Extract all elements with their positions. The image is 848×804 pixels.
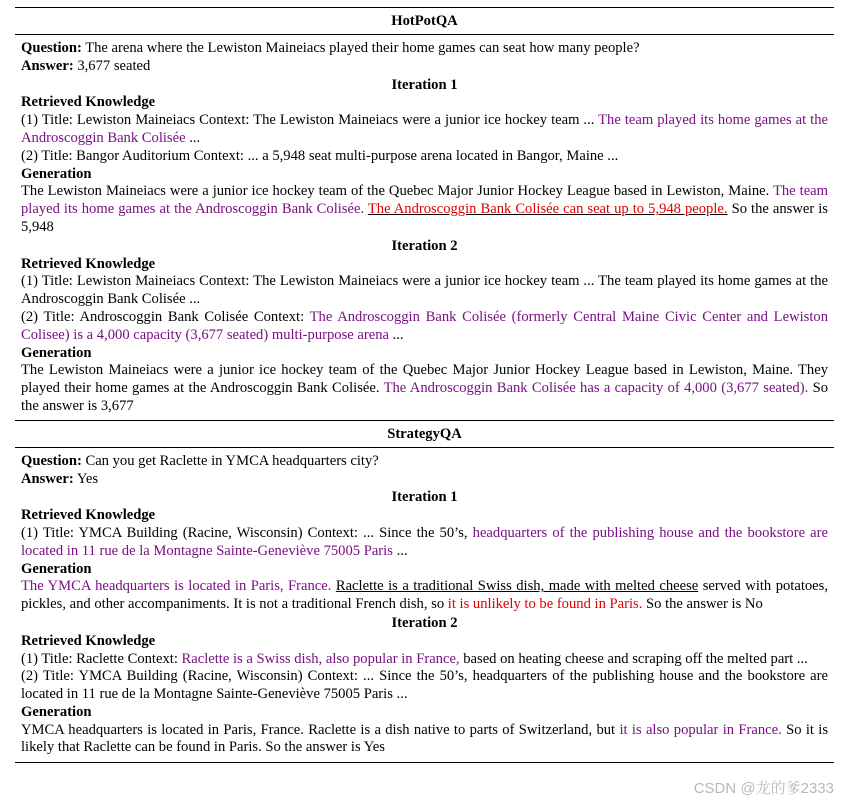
retrieved-item: (2) Title: YMCA Building (Racine, Wisconsin) Context: ... Since the 50’s, headquarters of the publishing house and the bookstore are located in 11 rue de la Montagne Sainte-Geneviève 75005 Paris ... — [21, 668, 828, 703]
question-text: The arena where the Lewiston Maineiacs played their home games can seat how many people? — [85, 40, 640, 56]
retrieved-text: ... — [396, 542, 408, 559]
section-title-strategyqa: StrategyQA — [387, 425, 462, 442]
generation-answer: So the answer is 3,677 — [21, 380, 829, 414]
highlight-purple: it is also popular in France. — [619, 721, 782, 738]
generation-heading: Generation — [21, 165, 92, 182]
retrieved-item — [21, 112, 828, 148]
retrieved-knowledge-heading: Retrieved Knowledge — [21, 255, 156, 272]
generation-heading: Generation — [21, 344, 92, 361]
generation-answer: So the answer is No — [646, 596, 763, 613]
hotpotqa-block — [15, 35, 834, 419]
generation-answer: So it is likely that Raclette can be found in Paris. So the answer is Yes — [21, 721, 829, 756]
highlight-purple: headquarters of the publishing house and the bookstore are located in 11 rue de la Montagne Sainte-Geneviève 75005 Paris — [21, 524, 828, 559]
retrieved-text: (1) Title: Raclette Context: — [21, 650, 178, 667]
generation-plain: The Lewiston Maineiacs were a junior ice hockey team of the Quebec Major Junior Hockey League based in Lewiston, Maine. — [21, 183, 770, 200]
highlight-purple: The team played its home games at the Androscoggin Bank Colisée. — [21, 183, 828, 218]
answer-line — [21, 58, 828, 76]
question-line — [21, 40, 828, 58]
retrieved-text: (2) Title: Androscoggin Bank Colisée Context: — [21, 308, 305, 325]
answer-text: 3,677 seated — [77, 57, 151, 74]
section-title-hotpotqa: HotPotQA — [391, 13, 458, 29]
iteration-title: Iteration 2 — [391, 237, 458, 254]
highlight-purple: The YMCA headquarters is located in Paris, France. — [21, 578, 332, 595]
retrieved-item: (2) Title: Bangor Auditorium Context: ... a 5,948 seat multi-purpose arena located in Bangor, Maine ... — [21, 147, 619, 164]
retrieved-item — [21, 309, 828, 345]
watermark: CSDN @龙的爹2333 — [693, 780, 834, 797]
highlight-purple: The team played its home games at the Androscoggin Bank Colisée — [21, 112, 829, 146]
iteration-title: Iteration 1 — [391, 489, 458, 506]
retrieved-text: ... — [392, 326, 404, 343]
generation-text — [21, 722, 828, 758]
highlight-purple: The Androscoggin Bank Colisée (formerly Central Maine Civic Center and Lewiston Colisee) is a 4,000 capacity (3,677 seated) multi-purpose arena — [21, 308, 828, 343]
retrieved-item — [21, 525, 828, 561]
generation-plain: The Lewiston Maineiacs were a junior ice hockey team of the Quebec Major Junior Hockey League based in Lewiston, Maine. They played their home games at the Androscoggin Bank Colisée. — [21, 362, 828, 397]
strategyqa-block — [15, 448, 834, 761]
generation-text — [21, 362, 828, 415]
answer-line — [21, 471, 828, 489]
highlight-red: it is unlikely to be found in Paris. — [447, 596, 643, 613]
retrieved-text: (1) Title: Lewiston Maineiacs Context: The Lewiston Maineiacs were a junior ice hockey team ... — [21, 112, 595, 129]
question-text: Can you get Raclette in YMCA headquarters city? — [85, 452, 379, 469]
question-line — [21, 453, 828, 471]
retrieved-knowledge-heading: Retrieved Knowledge — [21, 94, 156, 111]
iteration-title: Iteration 1 — [391, 76, 458, 93]
question-label: Question: — [21, 40, 82, 56]
retrieved-text: based on heating cheese and scraping off the melted part ... — [463, 650, 808, 667]
retrieved-item: (1) Title: Lewiston Maineiacs Context: The Lewiston Maineiacs were a junior ice hockey team ... The team played its home games at the Androscoggin Bank Colisée ... — [21, 273, 828, 308]
answer-text: Yes — [76, 470, 99, 487]
bottom-rule — [15, 762, 834, 763]
retrieved-text: ... — [189, 129, 201, 146]
retrieved-item — [21, 651, 828, 669]
retrieved-text: (1) Title: YMCA Building (Racine, Wisconsin) Context: ... Since the 50’s, — [21, 524, 468, 541]
highlight-purple: The Androscoggin Bank Colisée has a capacity of 4,000 (3,677 seated). — [383, 380, 809, 397]
generation-heading: Generation — [21, 703, 92, 720]
retrieved-knowledge-heading: Retrieved Knowledge — [21, 507, 156, 524]
generation-answer: So the answer is 5,948 — [21, 201, 828, 235]
generation-plain: served with potatoes, pickles, and other accompaniments. It is not a traditional French dish, so — [21, 578, 828, 613]
comparison-table — [15, 0, 834, 763]
underlined-claim: Raclette is a traditional Swiss dish, made with melted cheese — [335, 578, 699, 595]
answer-label: Answer: — [21, 470, 74, 487]
highlight-red: The Androscoggin Bank Colisée can seat up to 5,948 people. — [367, 201, 728, 218]
generation-heading: Generation — [21, 560, 92, 577]
generation-text — [21, 578, 828, 614]
iteration-title: Iteration 2 — [391, 614, 458, 631]
highlight-purple: Raclette is a Swiss dish, also popular in France, — [181, 650, 460, 667]
retrieved-knowledge-heading: Retrieved Knowledge — [21, 632, 156, 649]
answer-label: Answer: — [21, 57, 74, 74]
question-label: Question: — [21, 452, 82, 469]
generation-plain: YMCA headquarters is located in Paris, France. Raclette is a dish native to parts of Switzerland, but — [21, 721, 616, 738]
generation-text — [21, 183, 828, 236]
